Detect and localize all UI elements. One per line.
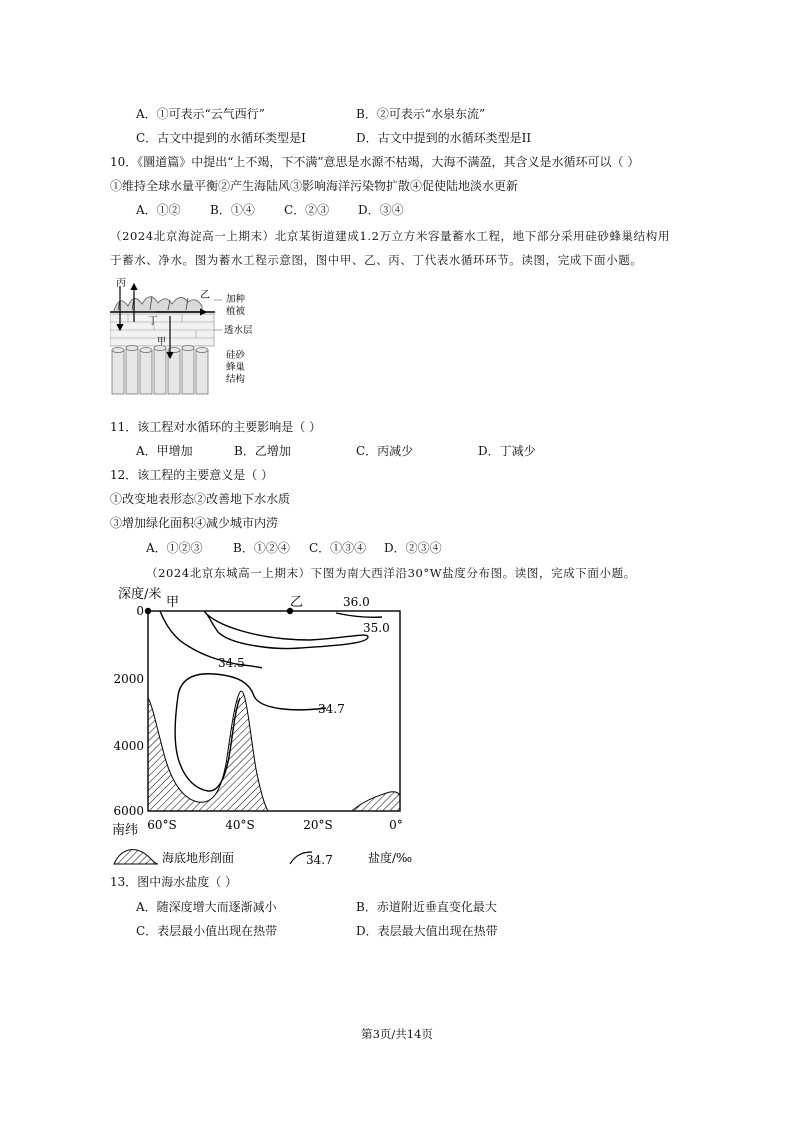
isohaline-label-35: 35.0 <box>363 621 390 635</box>
vegetation-layer <box>114 296 202 312</box>
q11-option-b: B．乙增加 <box>234 444 291 458</box>
passage1-line2: 于蓄水、净水。图为蓄水工程示意图，图中甲、乙、丙、丁代表水循环环节。读图，完成下面小题。 <box>110 253 643 267</box>
q13-option-a: A．随深度增大而逐渐减小 <box>136 900 277 914</box>
isohaline-label-347: 34.7 <box>318 702 345 716</box>
label-ding: 丁 <box>148 316 158 327</box>
salinity-chart <box>100 584 430 874</box>
y-tick-2000: 2000 <box>113 672 144 686</box>
q9-option-c: C．古文中提到的水循环类型是I <box>136 131 306 145</box>
label-bing: 丙 <box>116 278 126 289</box>
legend-permeable: 透水层 <box>224 325 253 336</box>
q12-option-b: B．①②④ <box>233 541 290 555</box>
q10-items: ①维持全球水量平衡②产生海陆风③影响海洋污染物扩散④促使陆地淡水更新 <box>110 179 519 193</box>
q13-option-b: B．赤道附近垂直变化最大 <box>356 900 497 914</box>
point-jia <box>145 608 151 614</box>
legend-seabed-label: 海底地形剖面 <box>162 851 235 865</box>
legend-isohaline-value: 34.7 <box>306 853 333 867</box>
q12-option-c: C．①③④ <box>309 541 367 555</box>
seabed-profile-east <box>352 792 400 811</box>
x-tick-0: 0° <box>389 818 403 832</box>
q9-option-a: A．①可表示“云气西行” <box>136 107 265 121</box>
q12-items1: ①改变地表形态②改善地下水水质 <box>110 492 291 506</box>
legend-honeycomb-1: 硅砂 <box>226 350 246 361</box>
y-tick-4000: 4000 <box>113 739 144 753</box>
point-yi-label: 乙 <box>290 595 304 610</box>
legend-honeycomb-3: 结构 <box>226 374 246 385</box>
legend-honeycomb-2: 蜂巢 <box>226 362 246 373</box>
page-footer: 第3页/共14页 <box>361 1027 433 1041</box>
passage2-line1: （2024北京东城高一上期末）下图为南大西洋沿30°W盐度分布图。读图，完成下面小题。 <box>146 566 636 580</box>
legend-vegetation-2: 植被 <box>226 306 246 317</box>
q9-option-d: D．古文中提到的水循环类型是II <box>356 131 532 145</box>
q10-option-b: B．①④ <box>210 203 255 217</box>
q10-stem: 10．《圜道篇》中提出“上不竭，下不满”意思是水源不枯竭，大海不满盈，其含义是水循环可以（ ） <box>110 155 640 169</box>
legend-vegetation-1: 加种 <box>226 294 246 305</box>
q11-option-a: A．甲增加 <box>136 444 193 458</box>
x-tick-20s: 20°S <box>303 818 333 832</box>
honeycomb-structure <box>112 346 208 395</box>
passage1-line1: （2024北京海淀高一上期末）北京某街道建成1.2万立方米容量蓄水工程，地下部分采用硅砂蜂巢结构用 <box>110 229 670 243</box>
q9-option-b: B．②可表示“水泉东流” <box>356 107 486 121</box>
q12-stem: 12．该工程的主要意义是（ ） <box>110 468 274 482</box>
point-jia-label: 甲 <box>166 595 180 610</box>
q11-option-c: C．丙减少 <box>356 444 414 458</box>
q13-option-d: D．表层最大值出现在热带 <box>356 924 498 938</box>
x-tick-60s: 60°S <box>147 818 177 832</box>
y-tick-6000: 6000 <box>113 804 144 818</box>
y-axis-title: 深度/米 <box>118 587 162 602</box>
q10-option-a: A．①② <box>136 203 181 217</box>
q12-option-a: A．①②③ <box>146 541 203 555</box>
legend-salinity-label: 盐度/‰ <box>368 851 413 865</box>
isohaline-36 <box>336 613 382 617</box>
legend-seabed-swatch <box>114 850 158 864</box>
q12-items2: ③增加绿化面积④减少城市内涝 <box>110 516 279 530</box>
seabed-profile-west <box>148 691 268 811</box>
isohaline-35 <box>204 611 368 648</box>
q10-option-c: C．②③ <box>284 203 330 217</box>
q13-stem: 13．图中海水盐度（ ） <box>110 875 238 889</box>
water-storage-diagram <box>110 276 260 398</box>
q12-option-d: D．②③④ <box>384 541 442 555</box>
isohaline-label-345: 34.5 <box>218 656 245 670</box>
q13-option-c: C．表层最小值出现在热带 <box>136 924 278 938</box>
label-jia: 甲 <box>157 337 167 347</box>
q11-stem: 11．该工程对水循环的主要影响是（ ） <box>110 420 322 434</box>
x-axis-title: 南纬 <box>112 823 139 838</box>
q11-option-d: D．丁减少 <box>478 444 536 458</box>
q10-option-d: D．③④ <box>358 203 404 217</box>
x-tick-40s: 40°S <box>225 818 255 832</box>
isohaline-label-36: 36.0 <box>343 595 370 609</box>
y-tick-0: 0 <box>136 604 144 618</box>
label-yi: 乙 <box>200 290 210 301</box>
